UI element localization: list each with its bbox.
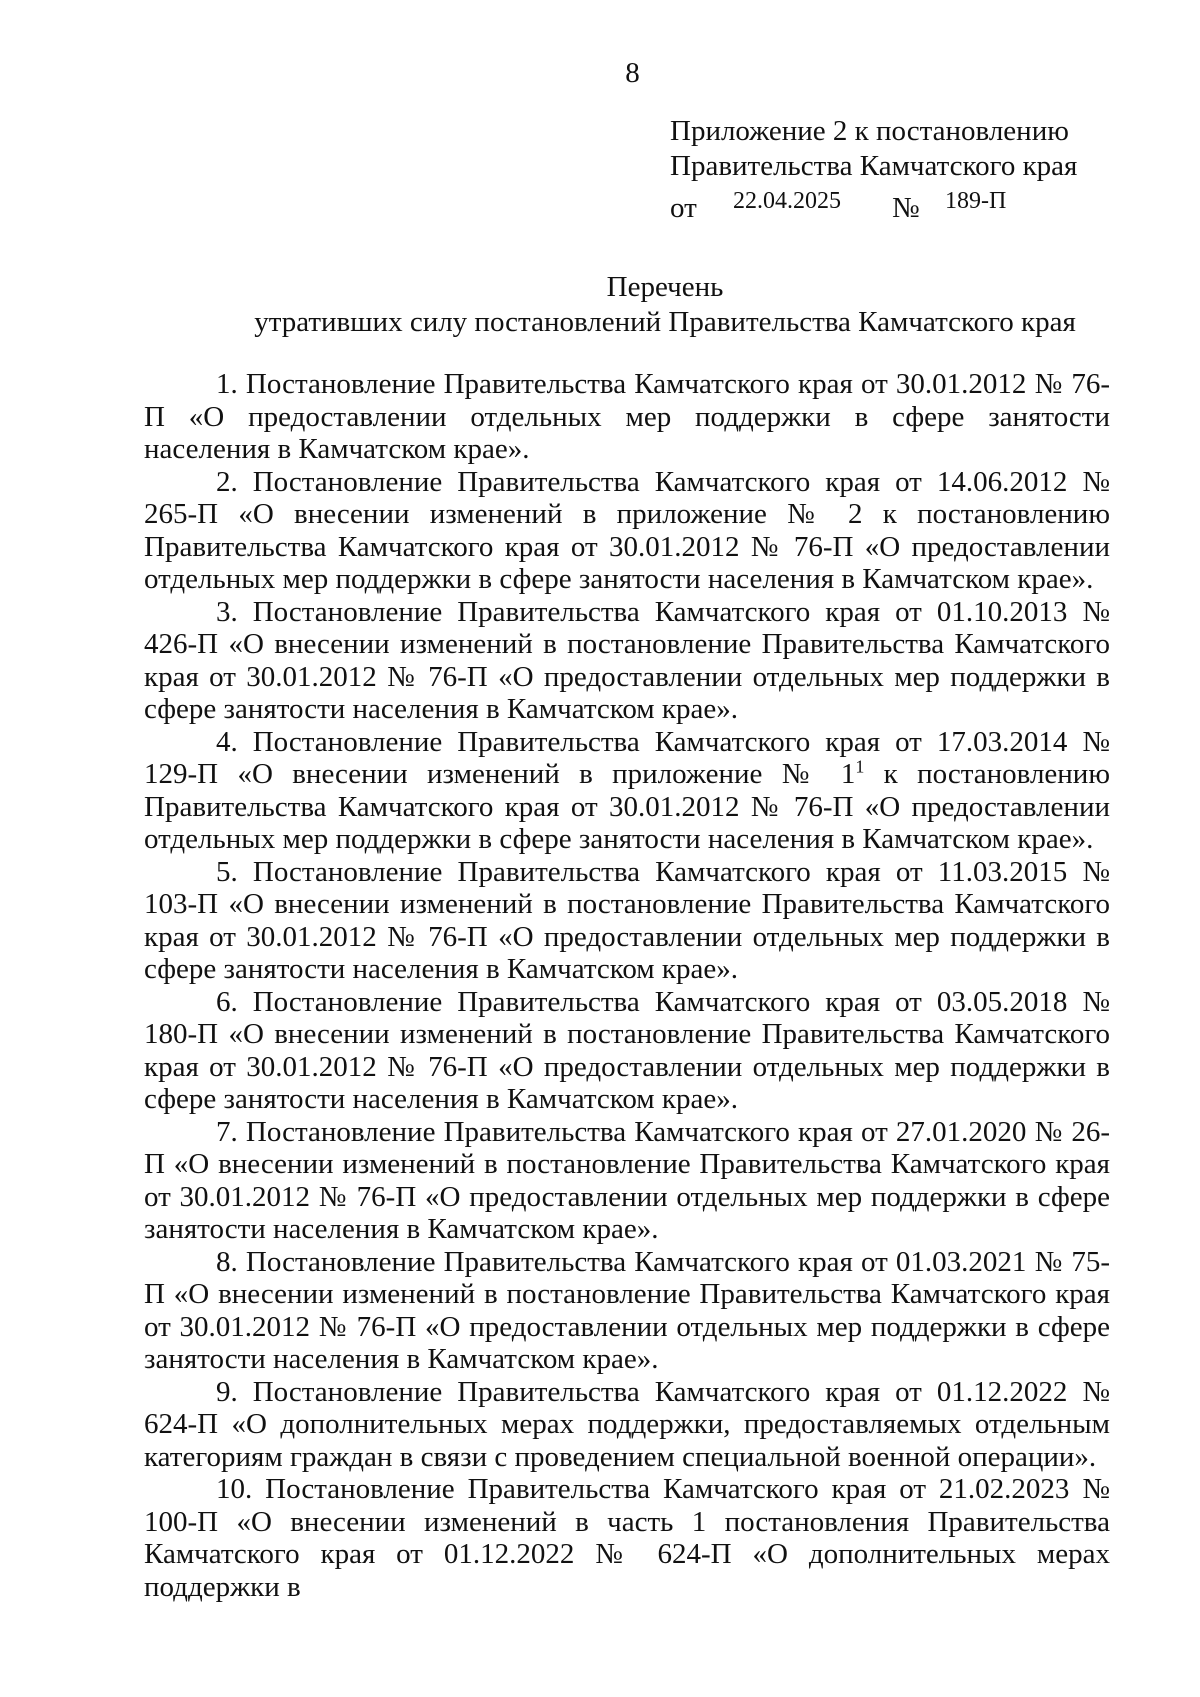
superscript: 1: [855, 756, 865, 777]
resolution-number: 189-П: [945, 188, 1007, 214]
list-item: 3. Постановление Правительства Камчатского края от 01.10.2013 № 426-П «О внесении изменений в постановление Правительства Камчатского края от 30.01.2012 № 76-П «О предоставлении отдельных мер поддержки в сфере занятости населения в Камчатском крае».: [144, 595, 1110, 725]
list-item-text-start: 4. Постановление Правительства Камчатского края от 17.03.2014 № 129-П «О внесении изменений в приложение № 1: [144, 725, 1110, 790]
title-subtitle: утративших силу постановлений Правительства Камчатского края: [254, 306, 1076, 338]
appendix-header: [670, 114, 1077, 224]
from-label: от: [670, 192, 697, 224]
list-item: 10. Постановление Правительства Камчатского края от 21.02.2023 № 100-П «О внесении изменений в часть 1 постановления Правительства Камчатского края от 01.12.2022 № 624-П «О дополнительных мерах поддержки в: [144, 1473, 1110, 1603]
list-item: 5. Постановление Правительства Камчатского края от 11.03.2015 № 103-П «О внесении изменений в постановление Правительства Камчатского края от 30.01.2012 № 76-П «О предоставлении отдельных мер поддержки в сфере занятости населения в Камчатском крае».: [144, 855, 1110, 985]
list-item: 9. Постановление Правительства Камчатского края от 01.12.2022 № 624-П «О дополнительных мерах поддержки, предоставляемых отдельным категориям граждан в связи с проведением специальной военной операции».: [144, 1375, 1110, 1473]
appendix-line-1: Приложение 2 к постановлению: [670, 115, 1069, 147]
page-number: 8: [625, 57, 640, 89]
resolution-date: 22.04.2025: [733, 188, 841, 214]
list-item: [144, 726, 1110, 856]
number-sign: №: [892, 192, 920, 224]
appendix-line-2: Правительства Камчатского края: [670, 150, 1078, 182]
list-item: 6. Постановление Правительства Камчатского края от 03.05.2018 № 180-П «О внесении изменений в постановление Правительства Камчатского края от 30.01.2012 № 76-П «О предоставлении отдельных мер поддержки в сфере занятости населения в Камчатском крае».: [144, 985, 1110, 1115]
title-main: Перечень: [606, 271, 724, 303]
list-item: 1. Постановление Правительства Камчатского края от 30.01.2012 № 76-П «О предоставлении отдельных мер поддержки в сфере занятости населения в Камчатском крае».: [144, 368, 1110, 465]
list-item: 2. Постановление Правительства Камчатского края от 14.06.2012 № 265-П «О внесении изменений в приложение № 2 к постановлению Правительства Камчатского края от 30.01.2012 № 76-П «О предоставлении отдельных мер поддержки в сфере занятости населения в Камчатском крае».: [144, 465, 1110, 595]
list-item: 8. Постановление Правительства Камчатского края от 01.03.2021 № 75-П «О внесении изменений в постановление Правительства Камчатского края от 30.01.2012 № 76-П «О предоставлении отдельных мер поддержки в сфере занятости населения в Камчатском крае».: [144, 1245, 1110, 1375]
list-item-text-end: к постановлению Правительства Камчатского края от 30.01.2012 № 76-П «О предоставлении отдельных мер поддержки в сфере занятости населения в Камчатском крае».: [144, 758, 1110, 855]
resolution-reference: [670, 184, 1077, 224]
repealed-resolutions-list: [144, 368, 1110, 1603]
list-item: 7. Постановление Правительства Камчатского края от 27.01.2020 № 26-П «О внесении изменений в постановление Правительства Камчатского края от 30.01.2012 № 76-П «О предоставлении отдельных мер поддержки в сфере занятости населения в Камчатском крае».: [144, 1115, 1110, 1245]
document-title: [0, 270, 1200, 340]
